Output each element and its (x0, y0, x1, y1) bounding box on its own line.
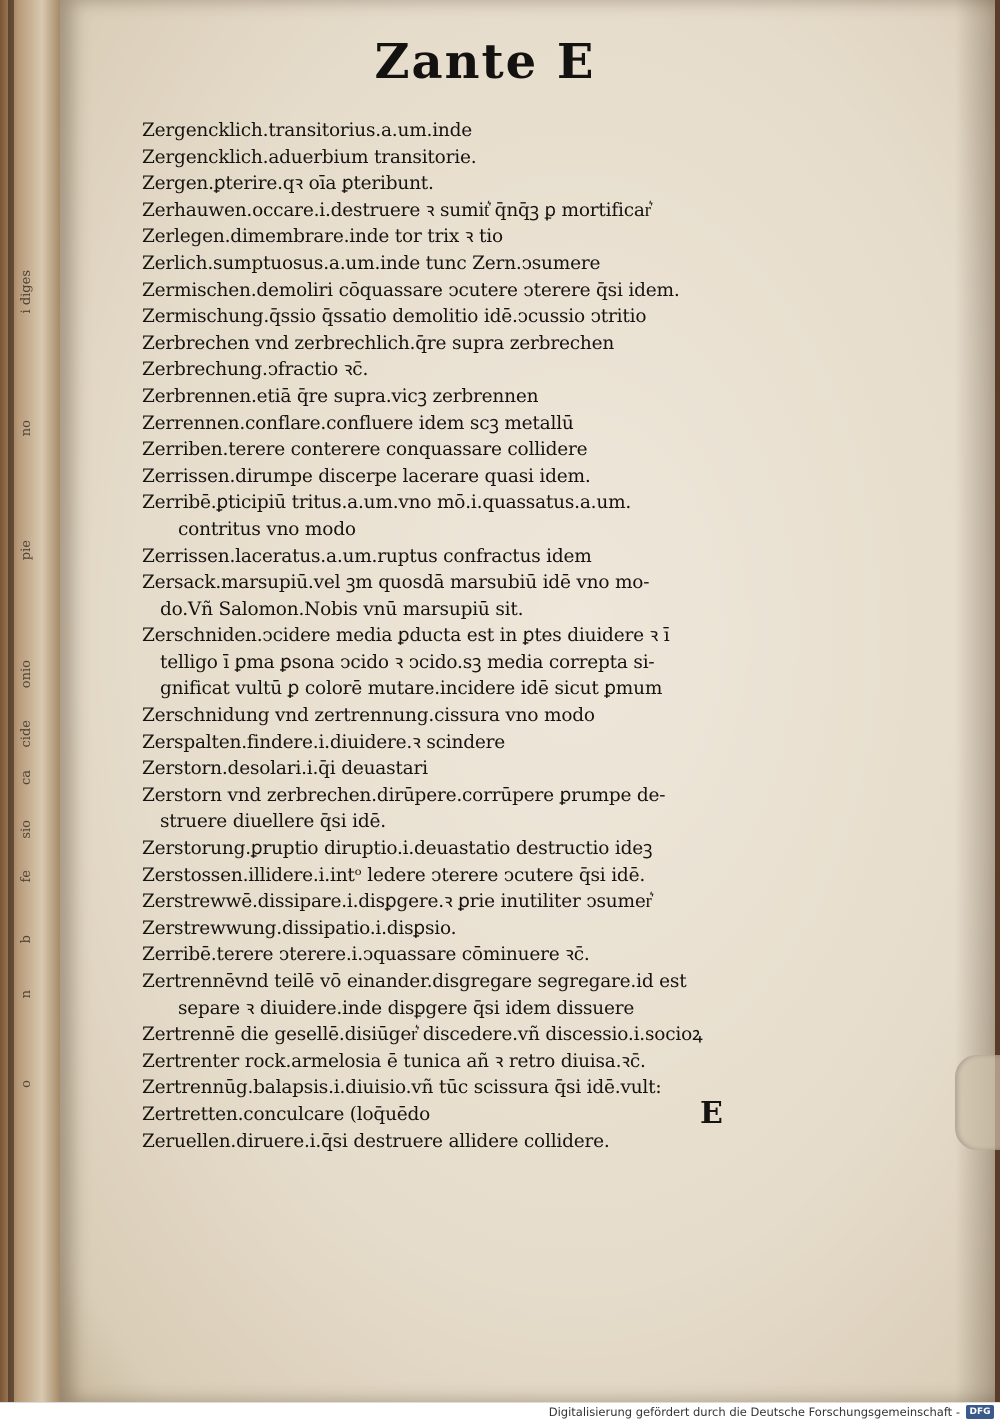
dictionary-entry: Zerstorn.desolari.i.q̄i deuastari (142, 758, 428, 780)
dictionary-entry-continuation: gnificat vultū ꝑ colorē mutare.incidere idē sicut ꝑmum (160, 678, 663, 700)
page-clasp (955, 1055, 1000, 1150)
left-page-edge (0, 0, 60, 1402)
dictionary-entries (142, 118, 762, 1155)
dictionary-entry-continuation: struere diuellere q̄si idē. (160, 811, 386, 833)
dictionary-entry: Zerbrechen vnd zerbrechlich.q̄re supra zerbrechen (142, 332, 615, 354)
dictionary-entry: Zerstrewwung.dissipatio.i.disꝑsio. (142, 917, 457, 939)
marginalia-note: pie (19, 540, 34, 561)
marginalia-note: n (19, 990, 34, 999)
dictionary-entry: Zertrennēvnd teilē vō einander.disgregare segregare.id est (142, 971, 687, 992)
dictionary-entry: Zergencklich.transitorius.a.um.inde (142, 120, 473, 141)
dictionary-entry: Zerbrennen.etiā q̄re supra.vicꝫ zerbrennen (142, 385, 539, 407)
gutter-shadow (8, 0, 14, 1402)
dictionary-entry-continuation: do.Vñ Salomon.Nobis vnū marsupiū sit. (160, 598, 524, 620)
dictionary-entry: Zeruellen.diruere.i.q̄si destruere allidere collidere. (142, 1130, 610, 1152)
dictionary-entry: Zersack.marsupiū.vel ꝫm quosdā marsubiū idē vno mo- (142, 572, 650, 594)
dictionary-entry: Zertrennē die gesellē.disiūger͛ discedere.vñ discessio.i.socioꝝ (142, 1024, 703, 1046)
marginalia-note: i diges (19, 270, 34, 314)
marginalia-note: no (19, 420, 34, 437)
page-edge-shadow (955, 0, 995, 1402)
catchword: E (700, 1096, 723, 1131)
dfg-logo: DFG (966, 1405, 994, 1419)
footer-bar (0, 1402, 1000, 1423)
marginalia-note: sio (19, 820, 34, 839)
dictionary-entry: Zermischung.q̄ssio q̄ssatio demolitio idē.ↄcussio ↄtritio (142, 306, 647, 328)
dictionary-entry: Zermischen.demoliri cōquassare ↄcutere ↄterere q̄si idem. (142, 279, 680, 301)
dictionary-entry: Zertrennūg.balapsis.i.diuisio.vñ tūc scissura q̄si idē.vult: (142, 1077, 662, 1099)
marginalia-note: o (19, 1080, 34, 1088)
dictionary-entry: Zerstorung.ꝑruptio diruptio.i.deuastatio destructio ideꝫ (142, 838, 653, 860)
dictionary-entry: Zertrenter rock.armelosia ē tunica añ ꝛ retro diuisa.ꝛc̄. (142, 1050, 646, 1072)
dictionary-entry: Zertretten.conculcare (loq̄uēdo (142, 1103, 431, 1125)
dictionary-entry: Zerbrechung.ↄfractio ꝛc̄. (142, 359, 369, 381)
dictionary-entry: Zerrissen.laceratus.a.um.ruptus confractus idem (142, 545, 592, 567)
dictionary-entry: Zerribē.ꝑticipiū tritus.a.um.vno mō.i.quassatus.a.um. (142, 492, 632, 514)
dictionary-entry-continuation: telligo ī ꝑma ꝑsona ↄcido ꝛ ↄcido.sꝫ media correpta si- (160, 651, 655, 673)
dictionary-entry: Zergen.ꝑterire.qꝛ oīa ꝑteribunt. (142, 173, 434, 195)
dictionary-entry-continuation: separe ꝛ diuidere.inde disꝑgere q̄si idem dissuere (178, 997, 635, 1019)
dictionary-entry: Zerriben.terere conterere conquassare collidere (142, 439, 588, 461)
dictionary-entry: Zerlich.sumptuosus.a.um.inde tunc Zern.ↄsumere (142, 252, 601, 274)
dictionary-entry: Zerrissen.dirumpe discerpe lacerare quasi idem. (142, 465, 591, 487)
marginalia-note: fe (19, 870, 34, 883)
dictionary-entry: Zerhauwen.occare.i.destruere ꝛ sumit͛ q̄nq̄ꝫ ꝑ mortificar͛ (142, 199, 651, 221)
dictionary-entry: Zerlegen.dimembrare.inde tor trix ꝛ tio (142, 226, 503, 248)
dictionary-entry: Zergencklich.aduerbium transitorie. (142, 146, 477, 168)
marginalia-note: b (19, 935, 34, 944)
dictionary-entry: Zerrennen.conflare.confluere idem scꝫ metallū (142, 412, 574, 434)
dictionary-entry: Zerstossen.illidere.i.intᵒ ledere ↄterere ↄcutere q̄si idē. (142, 864, 645, 886)
marginalia-note: ca (19, 770, 34, 786)
dictionary-entry: Zerspalten.findere.i.diuidere.ꝛ scindere (142, 731, 506, 753)
funding-notice: Digitalisierung gefördert durch die Deutsche Forschungsgemeinschaft - (548, 1405, 960, 1419)
dictionary-entry-continuation: contritus vno modo (178, 518, 356, 540)
dictionary-entry: Zerribē.terere ↄterere.i.ↄquassare cōminuere ꝛc̄. (142, 944, 590, 966)
dictionary-entry: Zerstrewwē.dissipare.i.disꝑgere.ꝛ ꝑrie inutiliter ↄsumer͛ (142, 891, 652, 913)
dictionary-entry: Zerstorn vnd zerbrechen.dirūpere.corrūpere ꝑrumpe de- (142, 784, 666, 806)
page-header: Zante E (374, 34, 596, 90)
dictionary-entry: Zerschniden.ↄcidere media ꝑducta est in ꝑtes diuidere ꝛ ī (142, 625, 670, 647)
marginalia-note: onio (19, 660, 34, 689)
dictionary-entry: Zerschnidung vnd zertrennung.cissura vno modo (142, 705, 595, 727)
marginalia-note: cide (19, 720, 34, 748)
